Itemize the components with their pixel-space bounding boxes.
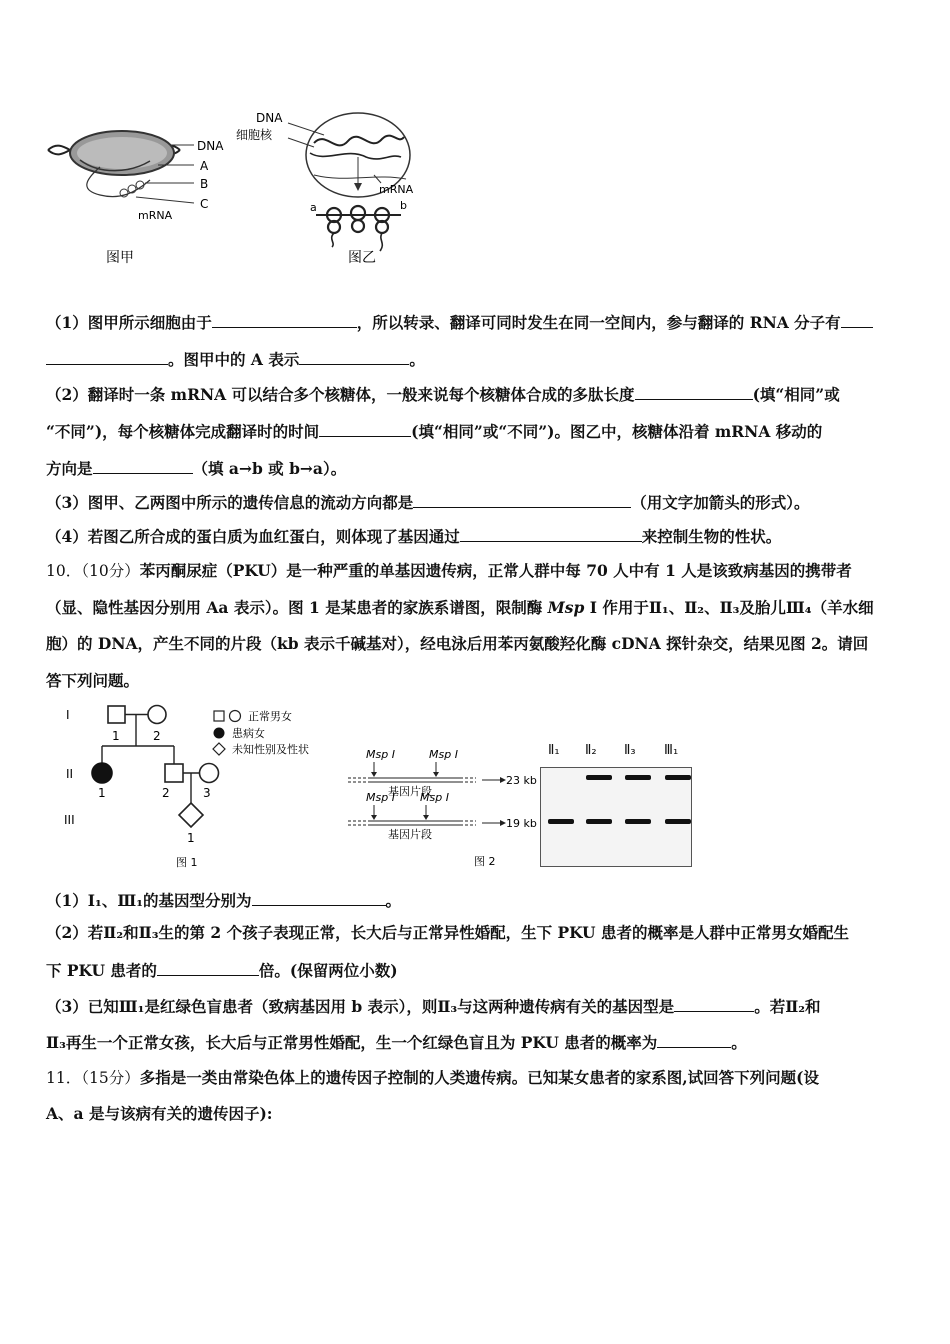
q9-blank-2a[interactable] [841,312,873,328]
gel-band-19kb-lane-2 [586,819,612,824]
q10-sub2-line2: 下 PKU 患者的 倍。(保留两位小数) [46,961,398,980]
jia-label-mrna: mRNA [138,209,173,222]
q9-line-3: （2）翻译时一条 mRNA 可以结合多个核糖体，一般来说每个核糖体合成的多肽长度 (填“相同”或 [46,385,840,404]
gel-msp-label-3: Msp I [366,791,395,804]
gen-label-2: II [66,767,74,781]
q9-line-1: （1）图甲所示细胞由于 ，所以转录、翻译可同时发生在同一空间内，参与翻译的 RNA 分子有 [46,312,873,333]
ped-num-II2: 2 [162,786,170,800]
ped-num-I2: 2 [153,729,161,743]
ped-num-III1: 1 [187,831,195,845]
gel-band-23kb-lane-3 [625,775,651,780]
ped-I-2-female [148,706,166,724]
q9-line-2: 。图甲中的 A 表示 。 [46,349,425,370]
legend-unknown: 未知性别及性状 [232,743,309,756]
q9-blank-8[interactable] [460,526,642,542]
q9-line-6: （3）图甲、乙两图中所示的遗传信息的流动方向都是 （用文字加箭头的形式）。 [46,493,810,512]
ped-num-I1: 1 [112,729,120,743]
pedigree-caption: 图 1 [176,856,198,869]
gel-msp-label-2: Msp I [429,748,458,761]
q9-line-4: “不同”)，每个核糖体完成翻译时的时间 (填“相同”或“不同”)。图乙中，核糖体沿着 mRNA 移动的 [46,422,823,441]
yi-label-mrna: mRNA [379,183,414,196]
q11-line-1: 11．（15分）多指是一类由常染色体上的遗传因子控制的人类遗传病。已知某女患者的家系图,试回答下列问题(设 [46,1068,819,1087]
gel-msp-label-4: Msp I [420,791,449,804]
q10-blank-4[interactable] [657,1032,731,1048]
yi-label-dna: DNA [256,111,283,125]
gel-band-19kb-lane-3 [625,819,651,824]
q10-blank-3[interactable] [674,996,754,1012]
gel-size-23: 23 kb [506,774,537,787]
yi-label-nucleus: 细胞核 [236,128,273,142]
legend-affected: 患病女 [232,727,265,740]
ped-I-1-male [108,706,125,723]
ped-III-1-unknown [179,803,203,827]
q10-line-4: 答下列问题。 [46,671,140,690]
ped-num-II3: 3 [203,786,211,800]
gel-band-19kb-lane-4 [665,819,691,824]
q9-blank-1[interactable] [212,312,357,328]
q10-line-1: 10．（10分）苯丙酮尿症（PKU）是一种严重的单基因遗传病，正常人群中每 70 人中有 1 人是该致病基因的携带者 [46,561,852,580]
q9-blank-4[interactable] [635,384,753,400]
gel-band-19kb-lane-1 [548,819,574,824]
q10-sub2-line1: （2）若Ⅱ₂和Ⅱ₃生的第 2 个孩子表现正常，长大后与正常异性婚配，生下 PKU 患者的概率是人群中正常男女婚配生 [46,923,849,942]
jia-label-a: A [200,159,209,173]
q10-sub3-line2: Ⅱ₃再生一个正常女孩，长大后与正常男性婚配，生一个红绿色盲且为 PKU 患者的概率为 。 [46,1033,747,1052]
gel-caption: 图 2 [474,855,496,868]
q11-line-2: A、a 是与该病有关的遗传因子): [46,1104,273,1123]
q9-blank-6[interactable] [93,458,193,474]
q9-blank-5[interactable] [319,421,411,437]
gen-label-3: III [64,813,75,827]
jia-label-b: B [200,177,209,191]
q9-line-5: 方向是 （填 a→b 或 b→a）。 [46,459,347,478]
gel-band-23kb-lane-4 [665,775,691,780]
gel-fragment-label-1: 基因片段 [388,785,432,798]
gen-label-1: I [66,708,70,722]
gel-panel [540,767,692,867]
yi-caption: 图乙 [348,250,376,266]
q9-line-7: （4）若图乙所合成的蛋白质为血红蛋白，则体现了基因通过 来控制生物的性状。 [46,527,782,546]
q10-sub1: （1）I₁、Ⅲ₁的基因型分别为 。 [46,891,402,910]
jia-label-dna: DNA [197,139,224,153]
gel-lane-4: Ⅲ₁ [664,743,679,758]
yi-label-a: a [310,201,317,214]
ped-II-3-female [200,764,219,783]
gel-diagram-left [344,740,540,870]
q10-sub3-line1: （3）已知Ⅲ₁是红绿色盲患者（致病基因用 b 表示），则Ⅱ₃与这两种遗传病有关的基因型是 。若Ⅱ₂和 [46,997,821,1016]
gel-band-23kb-lane-2 [586,775,612,780]
gel-msp-label-1: Msp I [366,748,395,761]
q10-blank-1[interactable] [252,890,386,906]
legend-normal: 正常男女 [248,710,292,723]
jia-label-c: C [200,197,209,211]
pedigree-figure [56,700,316,872]
figure-jia [40,105,240,275]
ped-II-1-affected-female [92,763,112,783]
gel-size-19: 19 kb [506,817,537,830]
q9-blank-7[interactable] [413,492,631,508]
q9-blank-2b[interactable] [46,349,168,365]
q9-blank-3[interactable] [299,349,409,365]
q10-line-2: （显、隐性基因分别用 Aa 表示）。图 1 是某患者的家族系谱图，限制酶 Msp I 作用于Ⅱ₁、Ⅱ₂、Ⅱ₃及胎儿Ⅲ₄（羊水细 [46,598,874,617]
figure-yi [236,105,436,275]
ped-II-2-male [165,764,183,782]
ped-num-II1: 1 [98,786,106,800]
q10-line-3: 胞）的 DNA，产生不同的片段（kb 表示千碱基对），经电泳后用苯丙氨酸羟化酶 cDNA 探针杂交，结果见图 2。请回 [46,634,869,653]
yi-label-b: b [400,199,407,212]
jia-caption: 图甲 [106,250,134,266]
gel-lane-2: Ⅱ₂ [585,743,597,758]
gel-lane-1: Ⅱ₁ [548,743,560,758]
q10-blank-2[interactable] [157,960,259,976]
gel-lane-3: Ⅱ₃ [624,743,636,758]
gel-fragment-label-2: 基因片段 [388,828,432,841]
